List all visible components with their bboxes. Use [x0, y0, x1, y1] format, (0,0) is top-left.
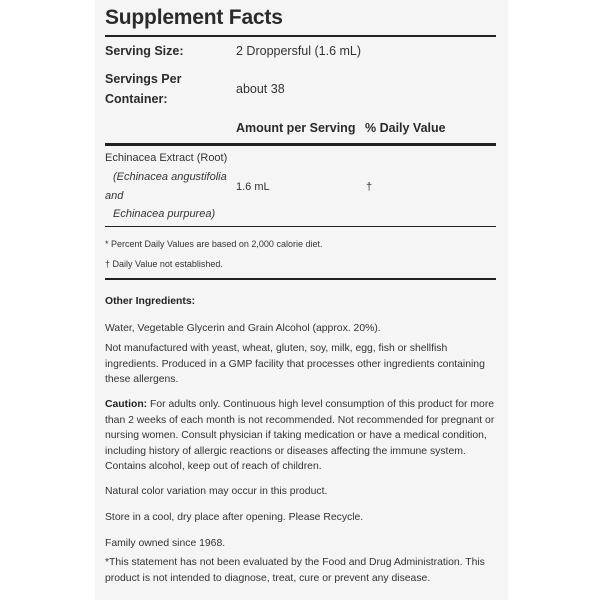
serving-size-value: 2 Droppersful (1.6 mL) [236, 44, 362, 58]
storage-note: Store in a cool, dry place after opening. Please Recycle. [105, 512, 364, 523]
other-ingredients-heading: Other Ingredients: [105, 296, 196, 307]
ingredient-name: Echinacea Extract (Root) [105, 152, 228, 164]
caution-label: Caution: [105, 399, 148, 410]
other-ingredients-list: Water, Vegetable Glycerin and Grain Alcohol (approx. 20%). [105, 323, 381, 334]
page-title: Supplement Facts [105, 6, 283, 29]
ingredient-amount: 1.6 mL [236, 181, 270, 193]
servings-per-container-label-2: Container: [105, 92, 168, 106]
ingredient-rule [105, 226, 496, 227]
servings-per-container-label-1: Servings Per [105, 72, 182, 86]
header-rule [105, 143, 496, 146]
servings-per-container-value: about 38 [236, 82, 285, 96]
fda-disclaimer: *This statement has not been evaluated by the Food and Drug Administration. This product is not intended to diagnose, treat, cure or prevent any disease. [105, 557, 485, 584]
footnote-not-established: † Daily Value not established. [105, 259, 223, 269]
daily-value-header: % Daily Value [365, 121, 446, 135]
serving-size-label: Serving Size: [105, 44, 184, 58]
title-rule [105, 35, 496, 37]
color-variation-note: Natural color variation may occur in this product. [105, 486, 328, 497]
allergen-statement: Not manufactured with yeast, wheat, gluten, soy, milk, egg, fish or shellfish ingredients. Produced in a GMP facility that processes other ingredients containing these allergens. [105, 343, 485, 385]
footnote-percent-dv: * Percent Daily Values are based on 2,000 calorie diet. [105, 239, 323, 249]
caution-statement [105, 397, 496, 475]
ingredient-latin-2: and [105, 190, 124, 202]
ingredient-latin-3: Echinacea purpurea) [113, 208, 216, 220]
ingredient-dv: † [366, 181, 373, 193]
bottom-rule [105, 278, 496, 280]
ingredient-latin-1: (Echinacea angustifolia [113, 171, 227, 183]
caution-text: For adults only. Continuous high level consumption of this product for more than 2 weeks of each month is not recommended. Not recommended for pregnant or nursing women. Consult physician if taking medication or have a medical condition, including history of allergic reactions or diseases affecting the immune system. Contains alcohol, keep out of reach of children. [105, 399, 495, 472]
amount-per-serving-header: Amount per Serving [236, 121, 356, 135]
family-note: Family owned since 1968. [105, 538, 226, 549]
